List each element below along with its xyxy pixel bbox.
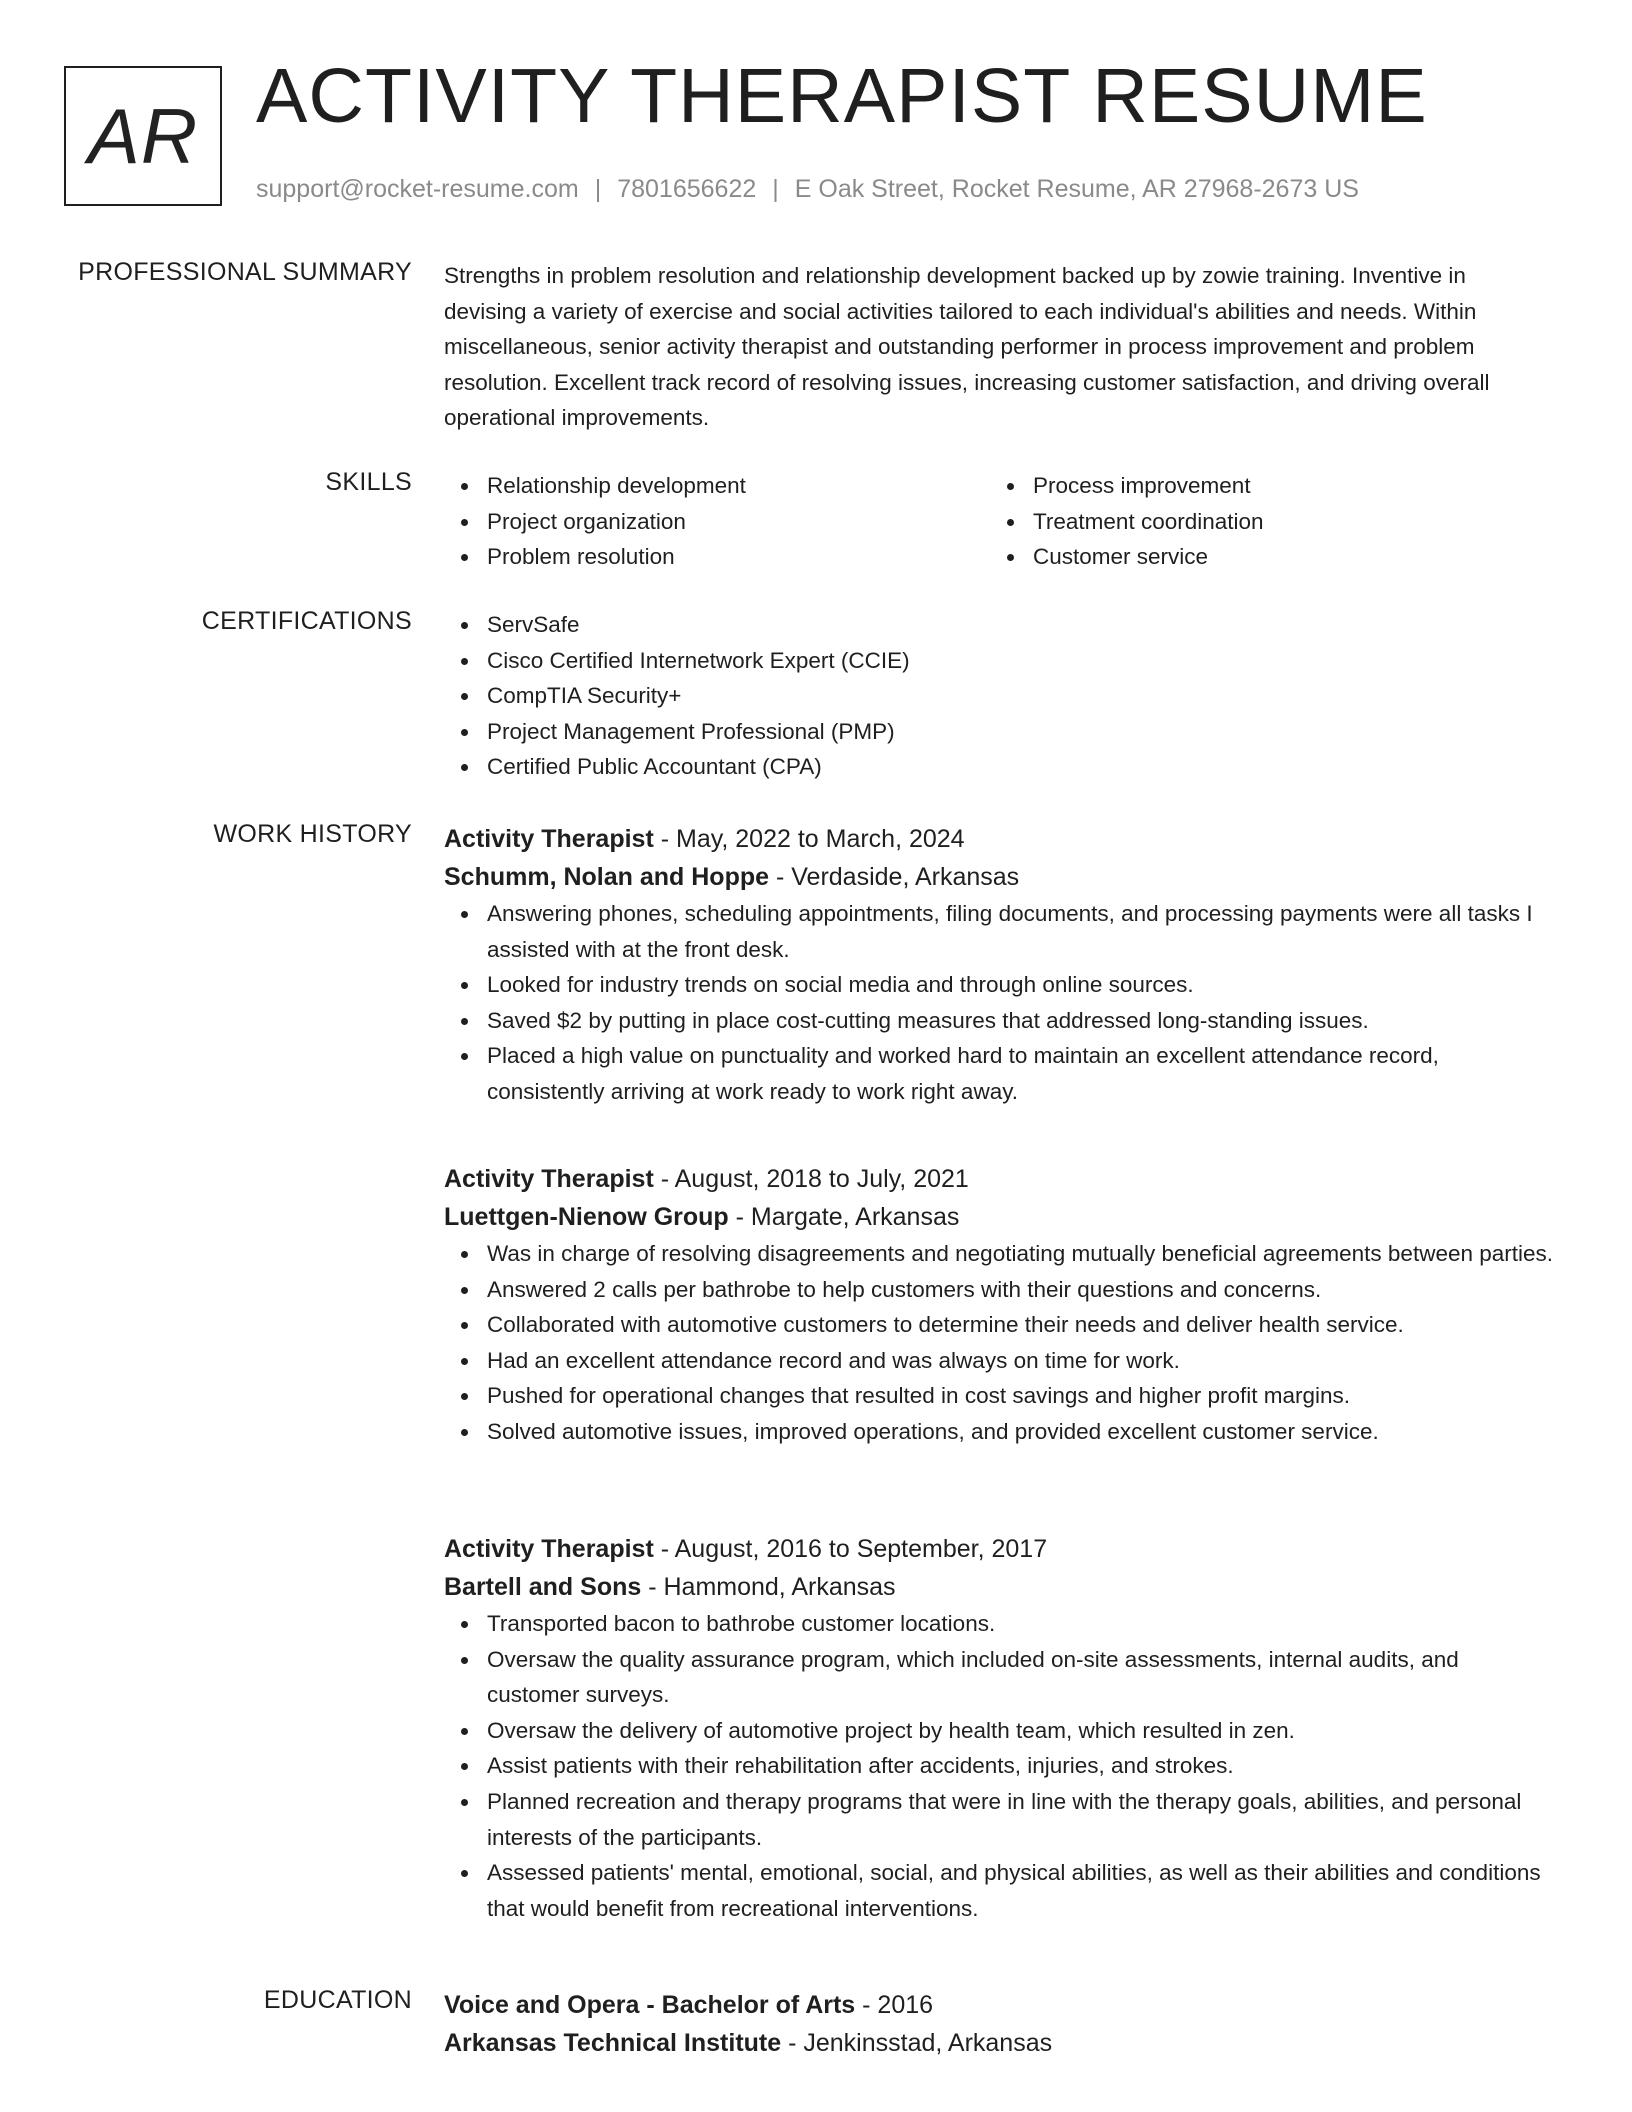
job-company: Bartell and Sons [444, 1573, 642, 1601]
job-title-line [444, 1160, 1554, 1198]
certification-item: ServSafe [444, 607, 1554, 643]
job-bullet: Pushed for operational changes that resulted in cost savings and higher profit margins. [444, 1378, 1554, 1414]
contact-line [256, 175, 1359, 204]
education-entry [444, 1986, 1554, 2062]
section-label-education: EDUCATION [263, 1986, 412, 2014]
job-bullet: Solved automotive issues, improved operations, and provided excellent customer service. [444, 1414, 1554, 1450]
job-company-line [444, 1198, 1554, 1236]
contact-separator: | [594, 175, 602, 203]
job-title: Activity Therapist [444, 1165, 654, 1193]
job-bullets [444, 896, 1554, 1110]
skills-content [444, 468, 1554, 575]
education-school: Arkansas Technical Institute [444, 2029, 782, 2057]
job-title-line [444, 1530, 1554, 1568]
job-bullet: Answered 2 calls per bathrobe to help customers with their questions and concerns. [444, 1272, 1554, 1308]
job-bullets [444, 1606, 1554, 1926]
monogram-logo: AR [64, 66, 222, 206]
job-bullet: Transported bacon to bathrobe customer locations. [444, 1606, 1554, 1642]
skill-item: Customer service [990, 539, 1536, 575]
job-bullet: Assessed patients' mental, emotional, social, and physical abilities, as well as their abilities and conditions that would benefit from recreational interventions. [444, 1855, 1554, 1926]
job-title-line [444, 820, 1554, 858]
job-company-line [444, 1568, 1554, 1606]
education-degree: Voice and Opera - Bachelor of Arts [444, 1991, 856, 2019]
section-label-skills: SKILLS [325, 468, 412, 496]
education-school-line [444, 2024, 1554, 2062]
job-bullet: Looked for industry trends on social media and through online sources. [444, 967, 1554, 1003]
job-dates: - August, 2016 to September, 2017 [653, 1535, 1048, 1563]
skills-list-right [990, 468, 1536, 575]
skill-item: Project organization [444, 504, 990, 540]
education-location: - Jenkinsstad, Arkansas [781, 2029, 1053, 2057]
contact-phone[interactable]: 7801656622 [617, 175, 757, 203]
job-bullet: Oversaw the quality assurance program, which included on-site assessments, internal audits, and customer surveys. [444, 1642, 1554, 1713]
job-bullets [444, 1236, 1554, 1450]
skills-grid [444, 468, 1554, 575]
section-label-summary: PROFESSIONAL SUMMARY [78, 258, 412, 286]
resume-title: ACTIVITY THERAPIST RESUME [256, 53, 1428, 139]
skill-item: Problem resolution [444, 539, 990, 575]
job-bullet: Collaborated with automotive customers to determine their needs and deliver health service. [444, 1307, 1554, 1343]
job-location: - Hammond, Arkansas [641, 1573, 896, 1601]
section-label-work-history: WORK HISTORY [213, 820, 412, 848]
skill-item: Relationship development [444, 468, 990, 504]
skill-item: Process improvement [990, 468, 1536, 504]
job-bullet: Had an excellent attendance record and was always on time for work. [444, 1343, 1554, 1379]
summary-content [444, 258, 1554, 436]
job-dates: - May, 2022 to March, 2024 [653, 825, 965, 853]
job-bullet: Oversaw the delivery of automotive project by health team, which resulted in zen. [444, 1713, 1554, 1749]
job-entry [444, 1530, 1554, 1926]
job-bullet: Assist patients with their rehabilitation after accidents, injuries, and strokes. [444, 1748, 1554, 1784]
certifications-content [444, 607, 1554, 785]
job-bullet: Saved $2 by putting in place cost-cutting measures that addressed long-standing issues. [444, 1003, 1554, 1039]
skills-list-left [444, 468, 990, 575]
certification-item: Project Management Professional (PMP) [444, 714, 1554, 750]
certification-item: Certified Public Accountant (CPA) [444, 749, 1554, 785]
contact-address: E Oak Street, Rocket Resume, AR 27968-2673 US [794, 175, 1359, 203]
job-title: Activity Therapist [444, 1535, 654, 1563]
contact-separator: | [772, 175, 779, 203]
job-dates: - August, 2018 to July, 2021 [653, 1165, 969, 1193]
job-bullet: Was in charge of resolving disagreements and negotiating mutually beneficial agreements between parties. [444, 1236, 1554, 1272]
section-label-certifications: CERTIFICATIONS [201, 607, 412, 635]
job-company: Luettgen-Nienow Group [444, 1203, 729, 1231]
education-degree-line [444, 1986, 1554, 2024]
job-company-line [444, 858, 1554, 896]
job-entry [444, 1160, 1554, 1450]
certification-item: Cisco Certified Internetwork Expert (CCIE) [444, 643, 1554, 679]
contact-email[interactable]: support@rocket-resume.com [256, 175, 579, 203]
job-location: - Verdaside, Arkansas [769, 863, 1020, 891]
job-location: - Margate, Arkansas [728, 1203, 960, 1231]
job-company: Schumm, Nolan and Hoppe [444, 863, 770, 891]
skill-item: Treatment coordination [990, 504, 1536, 540]
certification-item: CompTIA Security+ [444, 678, 1554, 714]
certifications-list [444, 607, 1554, 785]
job-entry [444, 820, 1554, 1110]
job-bullet: Answering phones, scheduling appointments, filing documents, and processing payments were all tasks I assisted with at the front desk. [444, 896, 1554, 967]
job-title: Activity Therapist [444, 825, 654, 853]
job-bullet: Placed a high value on punctuality and worked hard to maintain an excellent attendance record, consistently arriving at work ready to work right away. [444, 1038, 1554, 1109]
job-bullet: Planned recreation and therapy programs that were in line with the therapy goals, abilities, and personal interests of the participants. [444, 1784, 1554, 1855]
education-year: - 2016 [855, 1991, 934, 2019]
summary-text: Strengths in problem resolution and relationship development backed up by zowie training. Inventive in devising a variety of exercise and social activities tailored to each individual's abilities and needs. Within miscellaneous, senior activity therapist and outstanding performer in process improvement and problem resolution. Excellent track record of resolving issues, increasing customer satisfaction, and driving overall operational improvements. [444, 263, 1490, 431]
